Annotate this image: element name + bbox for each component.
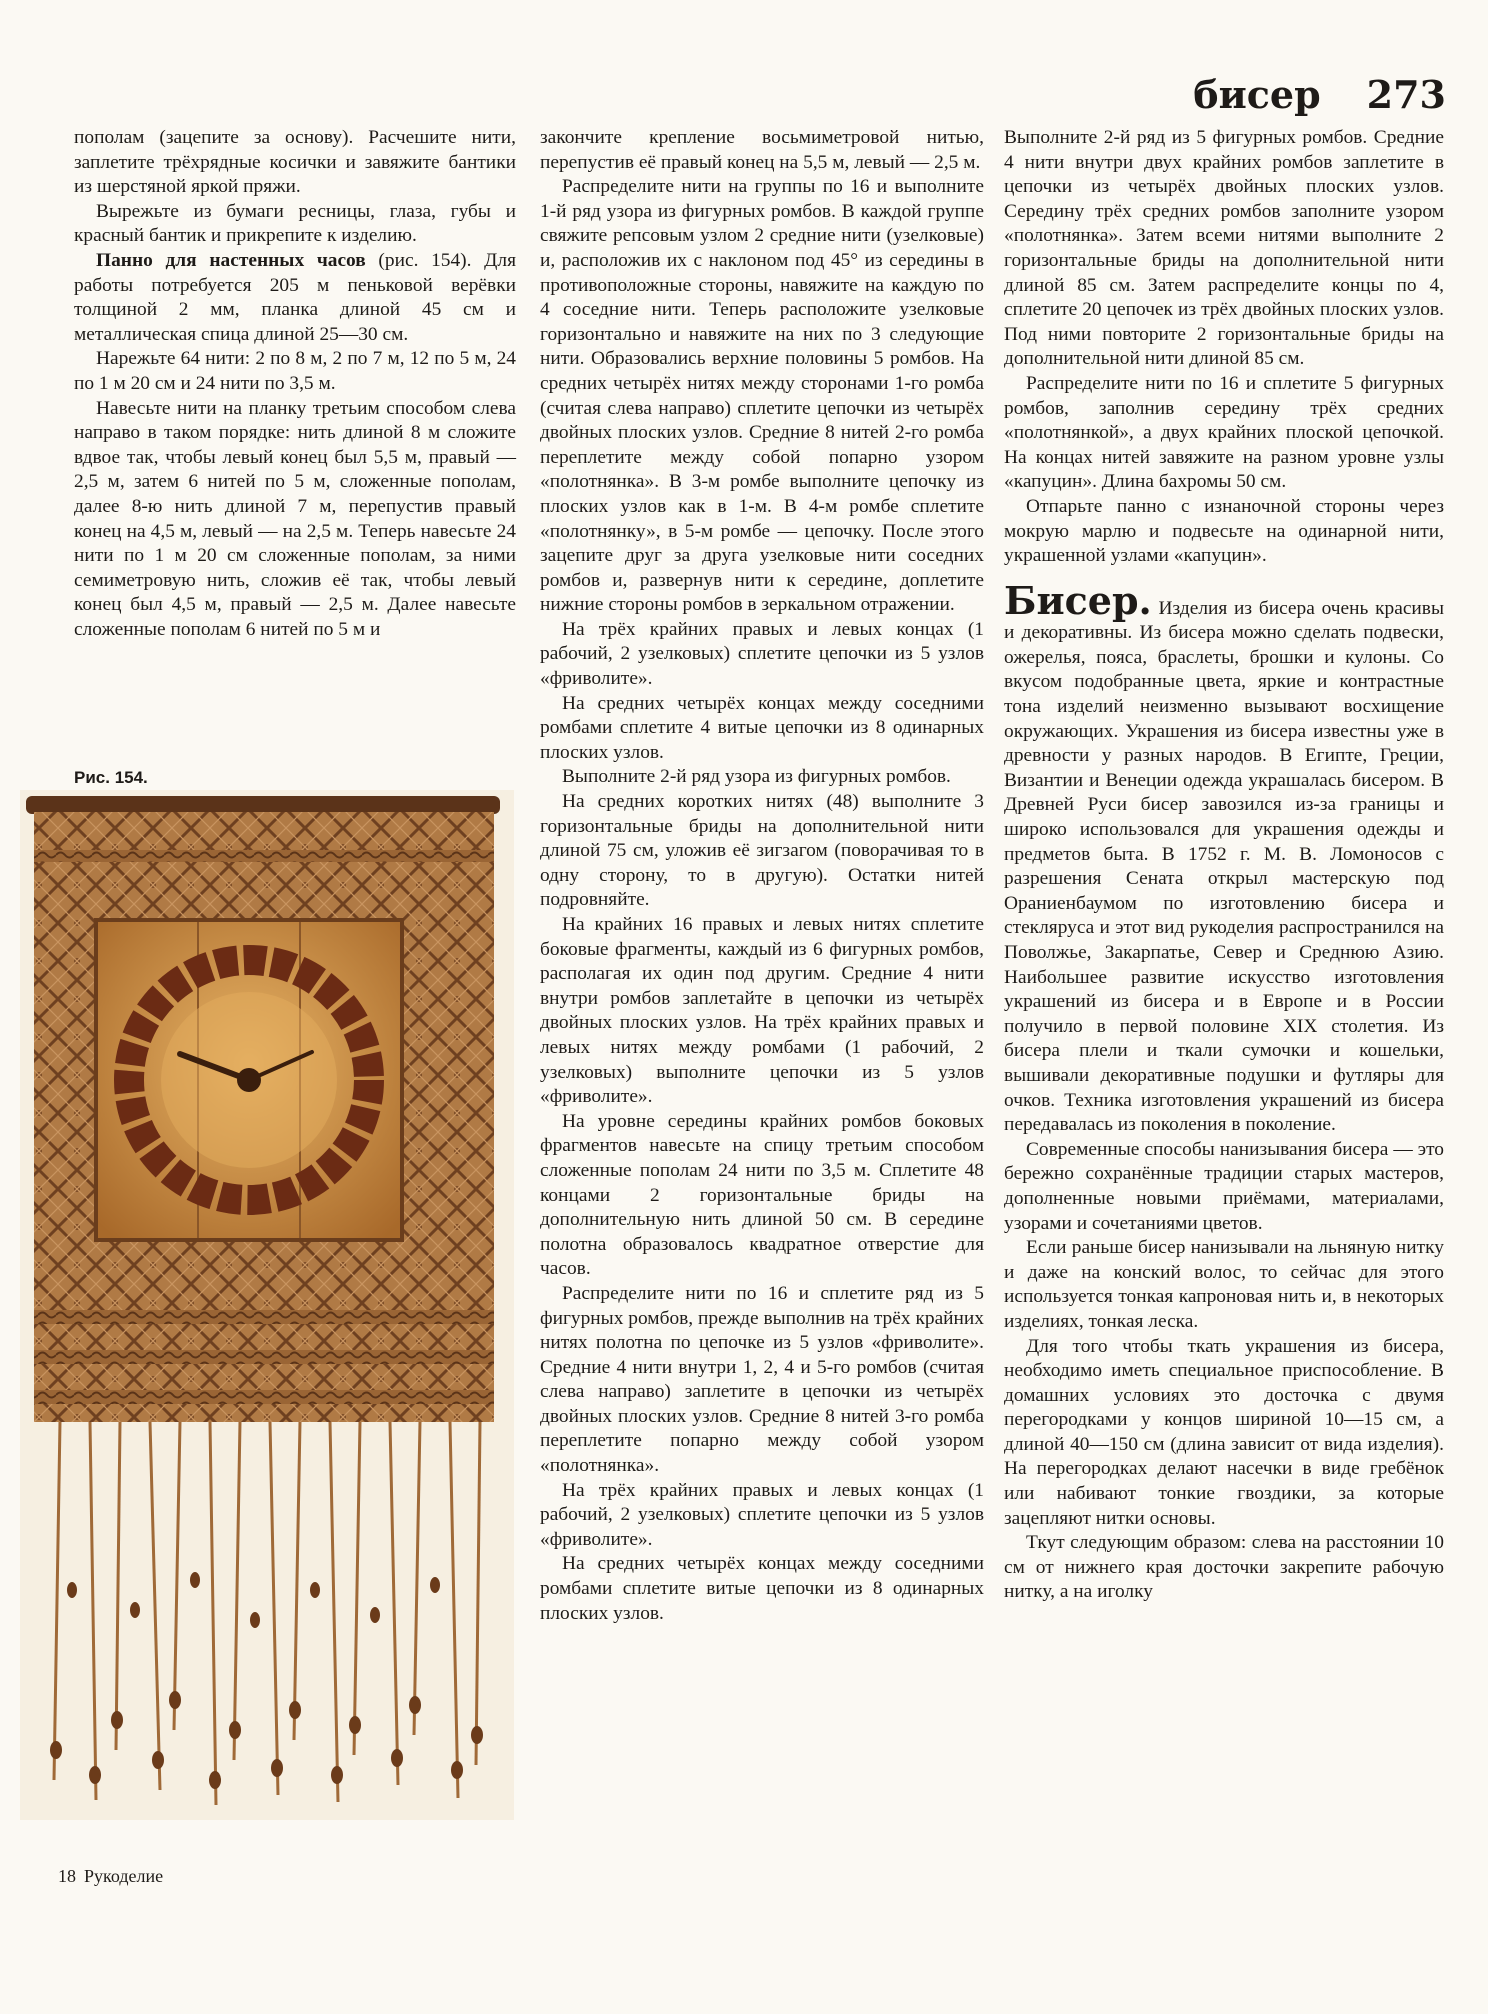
- paragraph: Ткут следующим образом: слева на расстоянии 10 см от нижнего края досточки закрепите рабочую нитку, а на иголку: [1004, 1532, 1444, 1603]
- footer-page-number: 18: [58, 1866, 76, 1886]
- page-header: [1193, 72, 1446, 117]
- subheading: Панно для настенных часов: [96, 249, 366, 271]
- paragraph: Распределите нити по 16 и сплетите 5 фигурных ромбов, заполнив середину трёх средних «полотнянкой», а двух крайних плоской цепочкой. На концах нитей завяжите на разном уровне узлы «капуцин». Длина бахромы 50 см.: [1004, 372, 1444, 493]
- page-number: 273: [1366, 72, 1446, 117]
- paragraph: Если раньше бисер нанизывали на льняную нитку и даже на конский волос, то сейчас для этого используется тонкая капроновая нить и, в некоторых изделиях, тонкая леска.: [1004, 1237, 1444, 1332]
- paragraph: [74, 249, 516, 347]
- running-head: бисер: [1193, 72, 1321, 117]
- paragraph: Распределите нити по 16 и сплетите ряд из 5 фигурных ромбов, прежде выполнив на трёх крайних нитях полотна по цепочке из 5 узлов «фриволите». Средние 4 нити внутри 1, 2, 4 и 5-го ромбов (считая слева направо) заплетите в цепочки из четырёх двойных плоских узлов. Средние 8 нитей 3-го ромба переплетите попарно между собой узором «полотнянка».: [540, 1282, 984, 1477]
- paragraph: закончите крепление восьмиметровой нитью, перепустив её правый конец на 5,5 м, левый — 2,5 м.: [540, 127, 984, 173]
- paragraph: [1004, 577, 1444, 1138]
- paragraph: Современные способы нанизывания бисера — это бережно сохранённые традиции старых мастеров, дополненные новыми приёмами, материалами, узорами и сочетаниями цветов.: [1004, 1138, 1444, 1234]
- paragraph: На трёх крайних правых и левых концах (1 рабочий, 2 узелковых) сплетите цепочки из 5 узлов «фриволите».: [540, 618, 984, 690]
- paragraph-text: (рис. 154). Для работы потребуется 205 м пеньковой верёвки толщиной 2 мм, планка длиной 45 см и металлическая спица длиной 25—30 см.: [74, 249, 516, 345]
- page-footer: [58, 1866, 163, 1887]
- paragraph: На уровне середины крайних ромбов боковых фрагментов навесьте на спицу третьим способом сложенные пополам 24 нити по 3,5 м. Сплетите 48 концами 2 горизонтальные бриды на дополнительную нить длиной 50 см. В середине полотна образовалось квадратное отверстие для часов.: [540, 1110, 984, 1280]
- hanging-bar: [26, 796, 500, 814]
- footer-title: Рукоделие: [84, 1866, 164, 1886]
- section-heading: Бисер.: [1004, 577, 1152, 623]
- paragraph-text: Изделия из бисера очень красивы и декоративны. Из бисера можно сделать подвески, ожерелья, пояса, браслеты, брошки и кулоны. Со вкусом подобранные цвета, яркие и контрастные тона изделий неизменно вызывают восхищение окружающих. Украшения из бисера известны уже в древности у разных народов. В Египте, Греции, Византии и Венеции одежда украшалась бисером. В Древней Руси бисер завозился из-за границы и широко использовался для украшения одежды и предметов быта. В 1752 г. М. В. Ломоносов с разрешения Сената открыл мастерскую под Ораниенбаумом по изготовлению бисера и стекляруса и этот вид рукоделия распространился на Поволжье, Закарпатье, Север и Среднюю Азию. Наибольшее развитие искусство изготовления украшений из бисера и в Европе и в России получило в первой половине XIX столетия. Из бисера плели и ткали сумочки и кошельки, вышивали декоративные подушки и футляры для очков. Техника изготовления украшений из бисера передавалась из поколения в поколение.: [1004, 597, 1444, 1136]
- figure-caption: Рис. 154.: [74, 768, 148, 787]
- text-column-1: [74, 126, 516, 642]
- clock: [96, 920, 402, 1240]
- paragraph: Отпарьте панно с изнаночной стороны через мокрую марлю и подвесьте на одинарной нити, украшенной узлами «капуцин».: [1004, 495, 1444, 567]
- paragraph: Нарежьте 64 нити: 2 по 8 м, 2 по 7 м, 12 по 5 м, 24 по 1 м 20 см и 24 нити по 3,5 м.: [74, 348, 516, 394]
- text-column-2: [540, 126, 984, 1626]
- text-column-3: [1004, 126, 1444, 1605]
- paragraph: пополам (зацепите за основу). Расчешите нити, заплетите трёхрядные косички и завяжите бантики из шерстяной яркой пряжи.: [74, 127, 516, 198]
- paragraph: На средних коротких нитях (48) выполните 3 горизонтальные бриды на дополнительной нити длиной 75 см, уложив её зигзагом (поворачивая то в одну сторону, то в другую). Остатки нитей подровняйте.: [540, 791, 984, 911]
- paragraph: Выполните 2-й ряд узора из фигурных ромбов.: [562, 766, 951, 788]
- paragraph: Навесьте нити на планку третьим способом слева направо в таком порядке: нить длиной 8 м сложите вдвое так, чтобы левый конец был 5,5 м, правый — 2,5 м, затем 6 нитей по 5 м, сложенные пополам, далее 8-ю нить длиной 7 м, перепустив правый конец на 4,5 м, левый — на 2,5 м. Теперь навесьте 24 нити по 1 м 20 см сложенные пополам, за ними семиметровую нить, сложив её так, чтобы левый конец был 4,5 м, правый — 2,5 м. Далее навесьте сложенные пополам 6 нитей по 5 м и: [74, 397, 516, 640]
- paragraph: На средних четырёх концах между соседними ромбами сплетите витые цепочки из 8 одинарных плоских узлов.: [540, 1553, 984, 1624]
- macrame-panel-illustration: [20, 790, 514, 1820]
- paragraph: Распределите нити на группы по 16 и выполните 1-й ряд узора из фигурных ромбов. В каждой группе свяжите репсовым узлом 2 средние нити (узелковые) и, расположив их с наклоном под 45° из середины в противоположные стороны, навяжите на каждую по 4 соседние нити. Теперь расположите узелковые горизонтально и навяжите на них по 3 следующие нити. Образовались верхние половины 5 ромбов. На средних четырёх нитях между сторонами 1-го ромба (считая слева направо) сплетите цепочки из четырёх двойных плоских узлов. Средние 8 нитей 2-го ромба переплетите между собой попарно узором «полотнянка». В 3-м ромбе выполните цепочку из плоских узлов как в 1-м. В 4-м ромбе сплетите «полотнянку», в 5-м ромбе — цепочку. После этого зацепите друг за друга узелковые нити соседних ромбов и, развернув нити к середине, доплетите нижние стороны ромбов в зеркальном отражении.: [540, 176, 984, 616]
- paragraph: На крайних 16 правых и левых нитях сплетите боковые фрагменты, каждый из 6 фигурных ромбов, располагая их один под другим. Средние 4 нити внутри ромбов заплетайте в цепочки из четырёх двойных плоских узлов. На трёх крайних правых и левых нитях между ромбами (1 рабочий, 2 узелковых) выполните цепочки из 5 узлов «фриволите».: [540, 914, 984, 1108]
- paragraph: На средних четырёх концах между соседними ромбами сплетите 4 витые цепочки из 8 одинарных плоских узлов.: [540, 692, 984, 763]
- macrame-clock-figure: [20, 790, 514, 1820]
- paragraph: Вырежьте из бумаги ресницы, глаза, губы и красный бантик и прикрепите к изделию.: [74, 200, 516, 247]
- paragraph: Для того чтобы ткать украшения из бисера, необходимо иметь специальное приспособление. В домашних условиях это досточка с двумя перегородками у концов шириной 10—15 см, а длиной 40—150 см (длина зависит от вида изделия). На перегородках делают насечки в виде гребёнок или набивают тонкие гвоздики, за которые зацепляют нитки основы.: [1004, 1335, 1444, 1529]
- paragraph: Выполните 2-й ряд из 5 фигурных ромбов. Средние 4 нити внутри двух крайних ромбов заплетите в цепочки из четырёх двойных плоских узлов. Середину трёх средних ромбов заполните узором «полотнянка». Затем всеми нитями выполните 2 горизонтальные бриды на дополнительной нити длиной 85 см. Затем распределите концы по 4, сплетите 20 цепочек из трёх двойных плоских узлов. Под ними повторите 2 горизонтальные бриды на дополнительной нити длиной 85 см.: [1004, 127, 1444, 370]
- paragraph: На трёх крайних правых и левых концах (1 рабочий, 2 узелковых) сплетите цепочки из 5 узлов «фриволите».: [540, 1479, 984, 1550]
